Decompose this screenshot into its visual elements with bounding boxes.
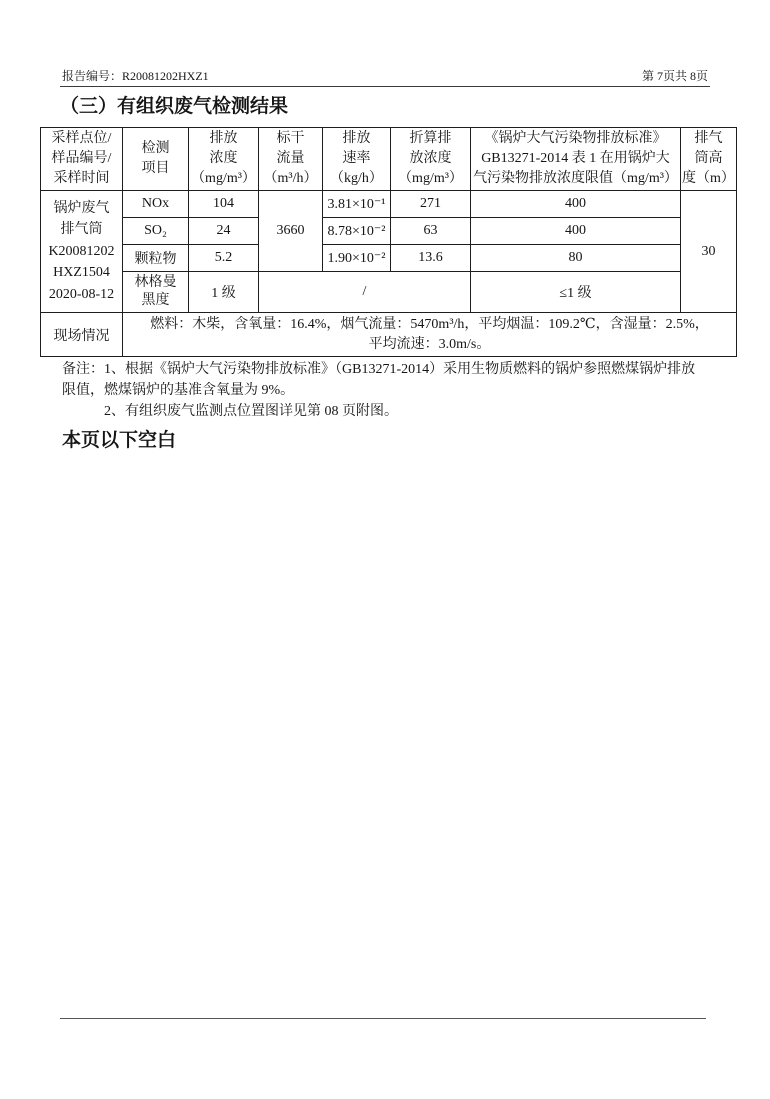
table-row (41, 218, 737, 245)
section-title: （三）有组织废气检测结果 (60, 96, 289, 117)
footer-divider (60, 1018, 706, 1019)
cell-emission-conc: 5.2 (189, 245, 259, 272)
cell-item: NOx (123, 191, 189, 218)
cell-emission-rate: 1.90×10⁻² (323, 245, 391, 272)
header-line: GB13271-2014 表 1 在用锅炉大 (481, 151, 670, 166)
cell-sample-info (41, 191, 123, 313)
sample-line: 排气筒 (60, 222, 103, 238)
emission-results-table (40, 127, 737, 357)
sample-line: K20081202 (48, 243, 115, 259)
header-line: （m³/h） (263, 171, 318, 186)
header-line: 气污染物排放浓度限值（mg/m³） (473, 171, 678, 186)
header-line: （kg/h） (330, 171, 383, 186)
header-line: 排放 (342, 131, 371, 146)
cell-ringelmann-result: 1 级 (189, 272, 259, 313)
header-cell-std-flow (259, 128, 323, 191)
header-line: 项目 (141, 161, 170, 176)
header-line: 浓度 (209, 151, 238, 166)
header-line: 标干 (276, 131, 305, 146)
cell-not-applicable: / (259, 272, 471, 313)
cell-item: SO₂ (123, 218, 189, 245)
cell-limit: 400 (471, 191, 681, 218)
table-row-ringelmann (41, 272, 737, 313)
cell-site-label: 现场情况 (41, 313, 123, 357)
header-cell-emission-conc (189, 128, 259, 191)
cell-emission-conc: 24 (189, 218, 259, 245)
cell-converted-conc: 63 (391, 218, 471, 245)
sample-line: 锅炉废气 (53, 200, 110, 216)
item-line: 黑度 (141, 293, 170, 308)
cell-stack-height: 30 (681, 191, 737, 313)
table-row (41, 191, 737, 218)
note-line: 2、有组织废气监测点位置图详见第 08 页附图。 (104, 404, 398, 419)
cell-converted-conc: 13.6 (391, 245, 471, 272)
cell-item: 颗粒物 (123, 245, 189, 272)
header-line: 样品编号/ (51, 151, 112, 166)
header-line: 排放 (209, 131, 238, 146)
cell-limit: 400 (471, 218, 681, 245)
header-line: 检测 (141, 141, 170, 156)
header-line: 速率 (342, 151, 371, 166)
cell-emission-conc: 104 (189, 191, 259, 218)
header-line: （mg/m³） (398, 171, 463, 186)
header-line: 放浓度 (409, 151, 452, 166)
header-cell-stack-height (681, 128, 737, 191)
header-line: 采样点位/ (51, 131, 112, 146)
header-divider (60, 86, 710, 87)
cell-emission-rate: 8.78×10⁻² (323, 218, 391, 245)
header-line: 度（m） (682, 171, 735, 186)
cell-site-conditions (123, 313, 737, 357)
header-line: 排气 (694, 131, 723, 146)
table-row (41, 245, 737, 272)
note-line: 备注：1、根据《锅炉大气污染物排放标准》（GB13271-2014）采用生物质燃料的锅炉参照燃煤锅炉排放 (62, 362, 696, 377)
item-line: 林格曼 (134, 275, 177, 290)
header-cell-converted-conc (391, 128, 471, 191)
sample-line: HXZ1504 (53, 265, 110, 281)
header-cell-limit (471, 128, 681, 191)
note-line: 限值，燃煤锅炉的基准含氧量为 9%。 (62, 383, 295, 398)
blank-page-notice: 本页以下空白 (62, 430, 177, 451)
site-conditions-line: 燃料：木柴，含氧量：16.4%，烟气流量：5470m³/h，平均烟温：109.2℃，含湿量：2.5%， (150, 316, 709, 332)
header-cell-item (123, 128, 189, 191)
header-line: 采样时间 (53, 171, 110, 186)
header-cell-emission-rate (323, 128, 391, 191)
cell-std-flow: 3660 (259, 191, 323, 272)
cell-item (123, 272, 189, 313)
header-line: 折算排 (409, 131, 452, 146)
cell-limit: 80 (471, 245, 681, 272)
cell-limit: ≤1 级 (471, 272, 681, 313)
report-number: 报告编号：R20081202HXZ1 (62, 69, 209, 83)
page-indicator: 第 7页共 8页 (641, 69, 708, 83)
header-line: 筒高 (694, 151, 723, 166)
header-line: （mg/m³） (191, 171, 256, 186)
cell-emission-rate: 3.81×10⁻¹ (323, 191, 391, 218)
cell-converted-conc: 271 (391, 191, 471, 218)
table-header-row (41, 128, 737, 191)
site-conditions-line: 平均流速：3.0m/s。 (368, 336, 491, 352)
header-line: 《锅炉大气污染物排放标准》 (484, 131, 667, 146)
sample-line: 2020-08-12 (48, 286, 115, 302)
header-cell-sampling (41, 128, 123, 191)
table-row-site-conditions (41, 313, 737, 357)
header-line: 流量 (276, 151, 305, 166)
